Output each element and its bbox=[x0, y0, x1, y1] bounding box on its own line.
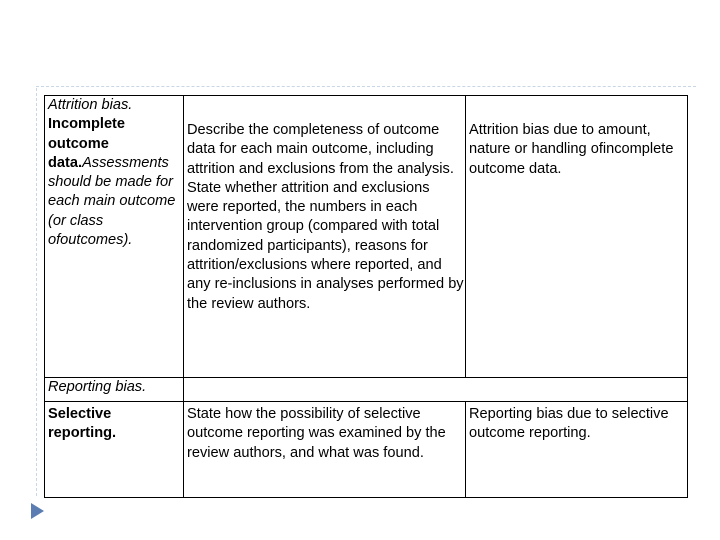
category-label: Attrition bias. bbox=[48, 97, 133, 113]
spacer-cell bbox=[184, 378, 466, 402]
top-guide-line bbox=[36, 86, 696, 87]
description-cell: State how the possibility of selective outcome reporting was examined by the review authors, and what was found. bbox=[184, 402, 466, 498]
spacer-cell bbox=[466, 378, 688, 402]
category-cell bbox=[45, 378, 184, 402]
description-cell: Describe the completeness of outcome data for each main outcome, including attrition and exclusions from the analysis. State whether attrition and exclusions were reported, the numbers in each intervention group (compared with total randomized participants), reasons for attrition/exclusions where reported, and any re-inclusions in analyses performed by the review authors. bbox=[184, 96, 466, 378]
domain-label: Incomplete outcome data. bbox=[48, 116, 126, 171]
domain-label: Selective reporting. bbox=[48, 406, 117, 442]
category-label: Reporting bias. bbox=[48, 379, 147, 395]
table-row bbox=[45, 378, 688, 402]
domain-cell bbox=[45, 402, 184, 498]
domain-cell bbox=[45, 96, 184, 378]
domain-note: Assessments should be made for each main outcome (or class ofoutcomes). bbox=[48, 154, 176, 249]
bias-table bbox=[44, 95, 688, 498]
triangle-right-icon[interactable] bbox=[31, 503, 44, 519]
table-row bbox=[45, 96, 688, 378]
judgement-cell: Reporting bias due to selective outcome reporting. bbox=[466, 402, 688, 498]
left-guide-line bbox=[36, 88, 37, 496]
judgement-cell: Attrition bias due to amount, nature or handling ofincomplete outcome data. bbox=[466, 96, 688, 378]
table-row bbox=[45, 402, 688, 498]
